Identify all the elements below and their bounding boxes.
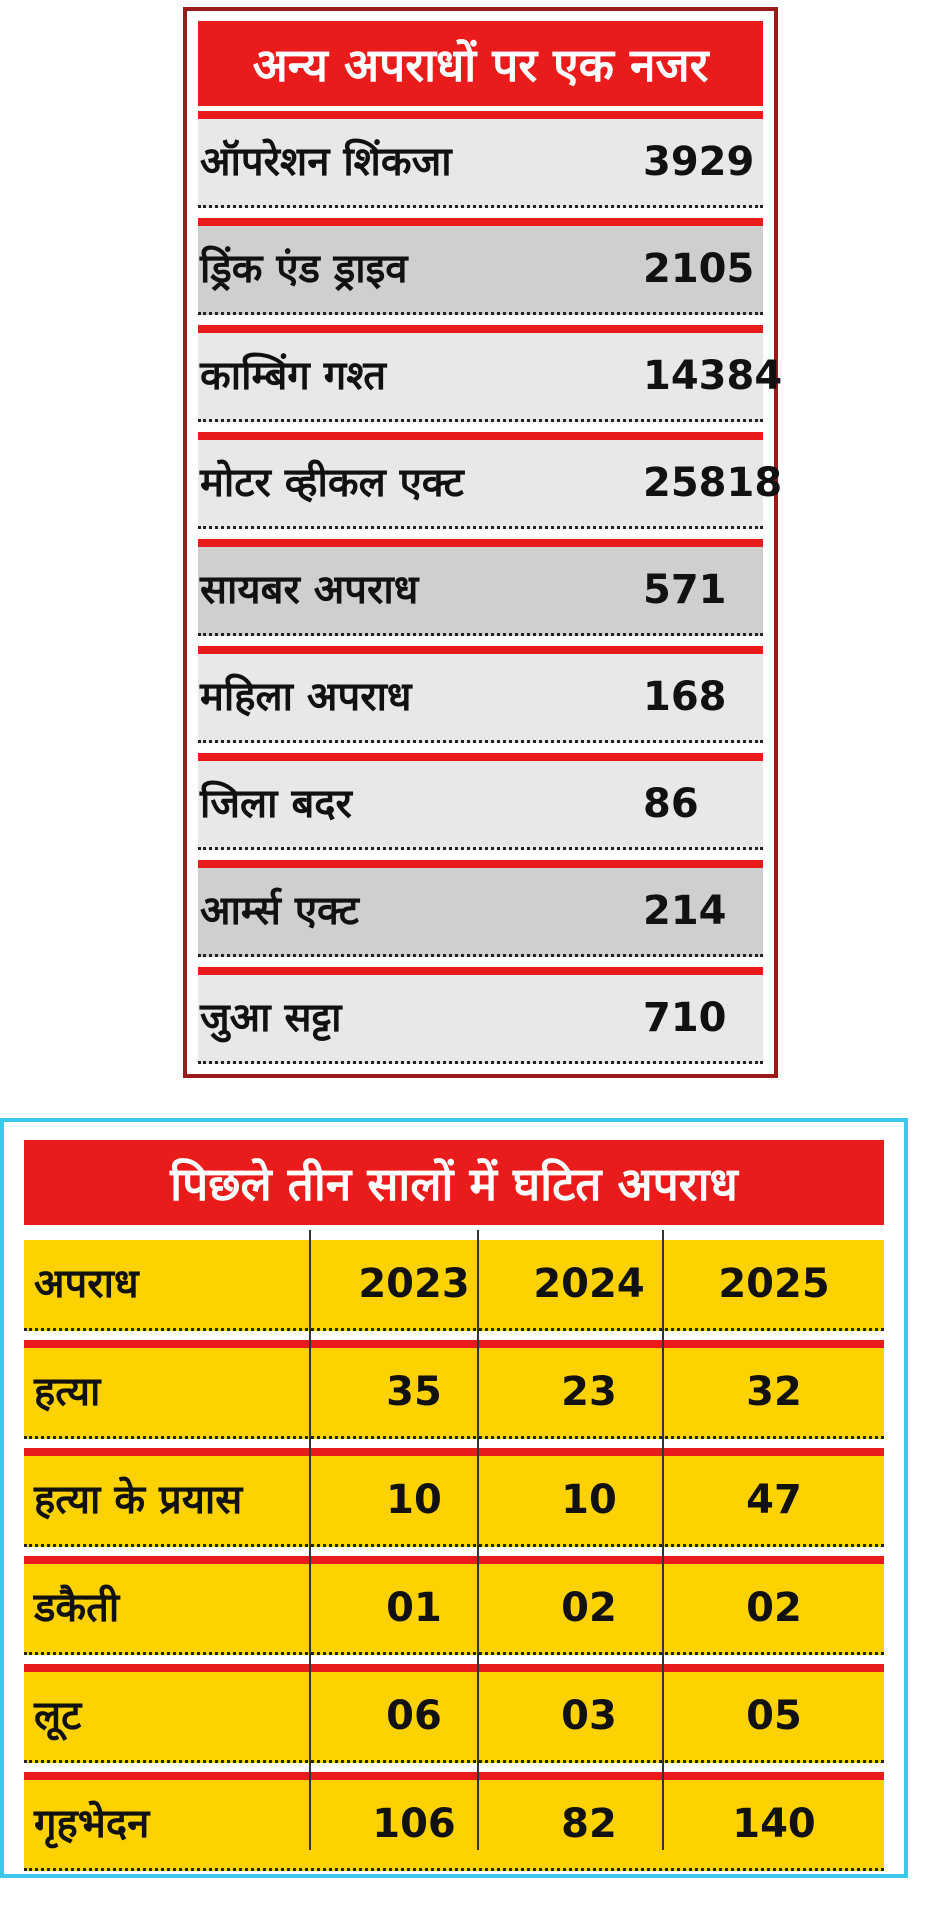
row-separator xyxy=(198,646,763,654)
row-separator xyxy=(24,1664,884,1672)
crime-label: लूट xyxy=(34,1693,82,1739)
column-divider xyxy=(662,1230,664,1850)
crime-label: हत्या xyxy=(34,1369,101,1415)
other-crimes-title: अन्य अपराधों पर एक नजर xyxy=(198,21,763,106)
crime-label: डकैती xyxy=(34,1585,120,1631)
table-row xyxy=(24,1340,884,1448)
crime-count: 140 xyxy=(732,1801,816,1847)
table-row xyxy=(24,1556,884,1664)
crime-count: 86 xyxy=(643,781,699,827)
table-row xyxy=(24,1664,884,1772)
crime-count: 02 xyxy=(746,1585,802,1631)
row-separator xyxy=(24,1448,884,1456)
row-separator xyxy=(24,1556,884,1564)
row-cell xyxy=(24,1564,884,1655)
table-row xyxy=(198,325,783,432)
crime-count: 82 xyxy=(561,1801,617,1847)
crime-count: 10 xyxy=(386,1477,442,1523)
row-separator xyxy=(198,967,763,975)
row-separator xyxy=(198,218,763,226)
three-year-crimes-table xyxy=(0,1118,908,1878)
crime-count: 710 xyxy=(643,995,727,1041)
table-row xyxy=(198,111,763,218)
crime-label: जिला बदर xyxy=(200,781,352,827)
row-separator xyxy=(24,1772,884,1780)
crime-label: गृहभेदन xyxy=(34,1801,150,1847)
crime-label: आर्म्स एक्ट xyxy=(200,888,359,934)
row-separator xyxy=(198,432,763,440)
table-row xyxy=(198,432,783,539)
crime-label: मोटर व्हीकल एक्ट xyxy=(200,460,464,506)
table-row xyxy=(198,539,763,646)
crime-count: 01 xyxy=(386,1585,442,1631)
crime-count: 35 xyxy=(386,1369,442,1415)
table-row xyxy=(24,1448,884,1556)
crime-count: 168 xyxy=(643,674,727,720)
crime-label: हत्या के प्रयास xyxy=(34,1477,243,1523)
crime-count: 106 xyxy=(372,1801,456,1847)
crime-label: जुआ सट्टा xyxy=(200,995,342,1041)
crime-count: 32 xyxy=(746,1369,802,1415)
row-separator xyxy=(198,753,763,761)
crime-count: 2105 xyxy=(643,246,755,292)
row-separator xyxy=(198,539,763,547)
table-row xyxy=(198,860,763,967)
crime-count: 23 xyxy=(561,1369,617,1415)
crime-count: 25818 xyxy=(643,460,783,506)
crime-count: 03 xyxy=(561,1693,617,1739)
row-cell xyxy=(198,868,763,957)
crime-count: 3929 xyxy=(643,139,755,185)
three-year-crimes-title: पिछले तीन सालों में घटित अपराध xyxy=(24,1140,884,1225)
crime-label: काम्बिंग गश्त xyxy=(200,353,387,399)
three-year-crimes-rows xyxy=(24,1232,884,1880)
row-cell xyxy=(24,1780,884,1871)
crime-label: ड्रिंक एंड ड्राइव xyxy=(200,246,408,292)
header-row xyxy=(24,1232,884,1340)
row-cell xyxy=(198,440,783,529)
crime-label: सायबर अपराध xyxy=(200,567,419,613)
table-row xyxy=(198,753,763,860)
row-cell xyxy=(198,119,763,208)
row-cell xyxy=(198,761,763,850)
row-cell xyxy=(198,975,763,1064)
table-row xyxy=(24,1772,884,1880)
row-separator xyxy=(24,1340,884,1348)
crime-label: महिला अपराध xyxy=(200,674,412,720)
crime-count: 10 xyxy=(561,1477,617,1523)
crime-count: 571 xyxy=(643,567,727,613)
row-separator xyxy=(198,111,763,119)
row-cell xyxy=(198,654,763,743)
row-cell xyxy=(198,226,763,315)
crime-count: 06 xyxy=(386,1693,442,1739)
other-crimes-rows xyxy=(198,111,783,1074)
table-row xyxy=(198,218,763,325)
column-header-crime: अपराध xyxy=(34,1261,139,1307)
row-cell xyxy=(24,1348,884,1439)
other-crimes-table xyxy=(183,7,783,1078)
column-header-year: 2024 xyxy=(533,1261,645,1307)
column-divider xyxy=(309,1230,311,1850)
table-row xyxy=(198,646,763,753)
row-separator xyxy=(198,325,763,333)
row-cell xyxy=(24,1240,884,1331)
crime-count: 05 xyxy=(746,1693,802,1739)
row-cell xyxy=(198,547,763,636)
crime-label: ऑपरेशन शिंकजा xyxy=(200,139,452,185)
row-cell xyxy=(198,333,783,422)
row-cell xyxy=(24,1672,884,1763)
table-row xyxy=(198,967,763,1074)
column-header-year: 2023 xyxy=(358,1261,470,1307)
crime-count: 214 xyxy=(643,888,727,934)
crime-count: 14384 xyxy=(643,353,783,399)
crime-count: 47 xyxy=(746,1477,802,1523)
crime-count: 02 xyxy=(561,1585,617,1631)
row-separator xyxy=(198,860,763,868)
column-header-year: 2025 xyxy=(718,1261,830,1307)
column-divider xyxy=(477,1230,479,1850)
row-cell xyxy=(24,1456,884,1547)
